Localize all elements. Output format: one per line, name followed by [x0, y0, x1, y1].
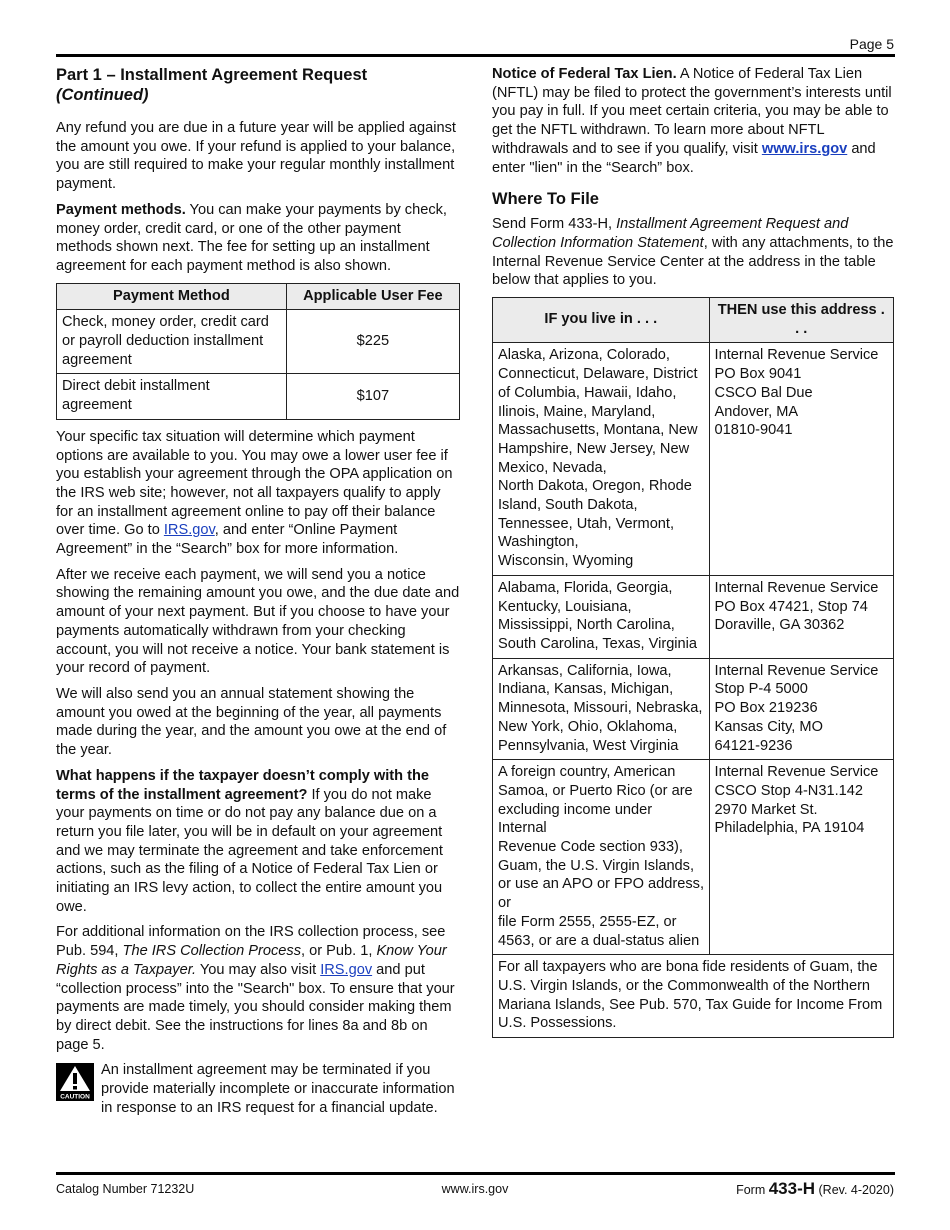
tax-situation-text: Your specific tax situation will determine which payment options are available to you. You may owe a lower user fee if you establish your agreement through the OPA application on the IRS web site; however, not all taxpayers qualify to apply for an installment agreement online to pay off their balance over time. Go to [56, 428, 453, 539]
address-line: Andover, MA [714, 403, 799, 420]
irs-gov-www-link[interactable]: www.irs.gov [761, 140, 848, 157]
notice-paragraph: After we receive each payment, we will send you a notice showing the remaining amount you owe, and the due date and amount of your next payment. But if you choose to have your payments automatically withdrawn from your checking account, you will not receive a notice. Your bank statement is your record of payment. [56, 566, 460, 677]
nftl-paragraph [492, 65, 894, 177]
states-line: Alabama, Florida, Georgia, Kentucky, Louisiana, Mississippi, North Carolina, South Carolina, Texas, Virginia [498, 579, 698, 652]
col-header-if-you-live: IF you live in . . . [493, 298, 710, 343]
address-cell [709, 658, 893, 760]
top-rule [56, 54, 895, 57]
table-row [57, 310, 460, 374]
address-line: 2970 Market St. [714, 801, 818, 818]
address-table [492, 297, 894, 1038]
form-prefix: Form [736, 1183, 769, 1197]
left-column [56, 65, 460, 1117]
nftl-heading: Notice of Federal Tax Lien. [492, 66, 677, 82]
states-cell [493, 343, 710, 575]
address-line: CSCO Bal Due [714, 384, 813, 401]
page-number: Page 5 [849, 36, 894, 52]
payment-methods-heading: Payment methods. [56, 201, 186, 218]
states-line: Arkansas, California, Iowa, Indiana, Kansas, Michigan, Minnesota, Missouri, Nebraska, New York, Ohio, Oklahoma, Pennsylvania, West Virginia [498, 662, 703, 754]
bottom-rule [56, 1172, 895, 1175]
form-identifier [736, 1180, 894, 1200]
address-line: Doraville, GA 30362 [714, 617, 845, 634]
states-line: North Dakota, Oregon, Rhode Island, South Dakota, Tennessee, Utah, Vermont, Washington, [498, 478, 692, 551]
catalog-number: Catalog Number 71232U [56, 1182, 195, 1196]
states-cell [493, 575, 710, 658]
address-line: 01810-9041 [714, 422, 793, 439]
irs-gov-link[interactable]: IRS.gov [163, 522, 215, 539]
table-row [493, 575, 894, 658]
irs-gov-link-2[interactable]: IRS.gov [320, 961, 373, 978]
where-text-end: , with any attachments, to the Internal Revenue Service Center at the address in the table below that applies to you. [492, 234, 894, 289]
address-cell [709, 760, 893, 955]
states-cell [493, 658, 710, 760]
tax-situation-text-end: , and enter “Online Payment Agreement” in the “Search” box for more information. [56, 522, 399, 558]
caution-text: An installment agreement may be terminated if you provide materially incomplete or inaccurate information in response to an IRS request for a financial update. [101, 1062, 455, 1116]
states-line: A foreign country, American Samoa, or Puerto Rico (or are excluding income under Internal [498, 764, 693, 837]
address-line: Internal Revenue Service [714, 347, 879, 364]
states-line: file Form 2555, 2555-EZ, or 4563, or are a dual-status alien [498, 913, 700, 949]
payment-method-cell: Check, money order, credit card or payroll deduction installment agreement [57, 310, 287, 374]
states-line: Wisconsin, Wyoming [498, 553, 634, 570]
additional-info-text-4: and put “collection process” into the "Search" box. To ensure that your payments are made timely, you should consider making them by direct debit. See the instructions for lines 8a and 8b on page 5. [56, 961, 455, 1053]
user-fee-cell: $225 [286, 310, 459, 374]
pub-1-title: Know Your Rights as a Taxpayer. [56, 943, 447, 978]
tax-situation-paragraph [56, 428, 460, 559]
form-number: 433-H [768, 1179, 816, 1198]
form-revision: (Rev. 4-2020) [815, 1183, 894, 1197]
address-line: Kansas City, MO [714, 718, 823, 735]
annual-statement-paragraph: We will also send you an annual statement showing the amount you owed at the beginning of the year, all payments made during the year, and the amount you owe at the end of the year. [56, 685, 447, 759]
noncompliance-paragraph [56, 767, 460, 917]
table-row [493, 343, 894, 575]
refund-paragraph: Any refund you are due in a future year will be applied against the amount you owe. If your refund is applied to your balance, you are still required to make your regular monthly installment payment. [56, 120, 456, 193]
table-header-row [57, 283, 460, 310]
address-line: Internal Revenue Service [714, 764, 879, 781]
payment-methods-text: You can make your payments by check, money order, credit card, or one of the other payment methods shown next. The fee for setting up an installment agreement for each payment method is also shown. [56, 201, 447, 274]
address-line: PO Box 47421, Stop 74 [714, 598, 868, 615]
nftl-text-end: and enter "lien" in the “Search” box. [492, 140, 876, 176]
user-fee-cell: $107 [286, 374, 459, 419]
section-title-continued: (Continued) [56, 86, 149, 104]
col-header-user-fee: Applicable User Fee [286, 283, 459, 310]
states-line: Alaska, Arizona, Colorado, Connecticut, Delaware, District of Columbia, Hawaii, Idaho, Ilinois, Maine, Maryland, Massachusetts, Montana, New Hampshire, New Jersey, New Mexico, Nevada, [498, 347, 698, 476]
address-line: 64121-9236 [714, 737, 793, 754]
table-row [57, 374, 460, 419]
payment-methods-paragraph [56, 201, 460, 276]
nftl-text: A Notice of Federal Tax Lien (NFTL) may be filed to protect the government’s interests until you pay in full. If you meet certain criteria, you may be able to get the NFTL withdrawn. To learn more about NFTL withdrawals and to see if you qualify, visit [492, 66, 892, 157]
col-header-payment-method: Payment Method [57, 283, 287, 310]
where-to-file-heading: Where To File [492, 190, 599, 209]
additional-info-paragraph [56, 923, 460, 1054]
noncompliance-text: If you do not make your payments on time or do not pay any balance due on a return you file later, you will be in default on your agreement and we may terminate the agreement and take enforcement actions, such as the filing of a Notice of Federal Tax Lien or initiating an IRS levy action, to collect the entire amount you owe. [56, 786, 443, 915]
caution-label: CAUTION [60, 1093, 90, 1101]
additional-info-text-3: You may also visit [196, 961, 321, 978]
right-column [492, 65, 894, 1038]
address-line: Stop P-4 5000 [714, 681, 808, 698]
address-line: Internal Revenue Service [714, 579, 879, 596]
address-line: Philadelphia, PA 19104 [714, 820, 865, 837]
address-cell [709, 343, 893, 575]
address-line: PO Box 9041 [714, 366, 802, 383]
where-to-file-paragraph [492, 215, 894, 290]
table-header-row [493, 298, 894, 343]
footer-website: www.irs.gov [441, 1182, 509, 1196]
additional-info-text-2: , or Pub. 1, [301, 943, 377, 960]
col-header-then-use: THEN use this address . . . [709, 298, 893, 343]
section-title-main: Part 1 – Installment Agreement Request [56, 66, 368, 84]
table-row [493, 658, 894, 760]
caution-box [56, 1061, 460, 1117]
table-footnote-row [493, 955, 894, 1038]
address-line: PO Box 219236 [714, 700, 818, 717]
caution-icon [56, 1063, 94, 1101]
where-text: Send Form 433-H, [492, 216, 617, 233]
payment-method-cell: Direct debit installment agreement [57, 374, 287, 419]
states-line: Revenue Code section 933), Guam, the U.S. Virgin Islands, or use an APO or FPO address, or [498, 839, 705, 912]
additional-info-text: For additional information on the IRS collection process, see Pub. 594, [56, 924, 446, 960]
form-title: Installment Agreement Request and Collection Information Statement [492, 216, 849, 251]
address-cell [709, 575, 893, 658]
table-row [493, 760, 894, 955]
possessions-footnote: For all taxpayers who are bona fide residents of Guam, the U.S. Virgin Islands, or the Commonwealth of the Northern Mariana Islands, See Pub. 570, Tax Guide for Income From U.S. Possessions. [493, 955, 894, 1038]
pub-594-title: The IRS Collection Process [122, 943, 301, 960]
noncompliance-heading: What happens if the taxpayer doesn’t comply with the terms of the installment agreement? [56, 767, 430, 803]
payment-fee-table [56, 283, 460, 420]
section-title [56, 65, 460, 105]
address-line: CSCO Stop 4-N31.142 [714, 782, 863, 799]
states-cell [493, 760, 710, 955]
address-line: Internal Revenue Service [714, 662, 879, 679]
